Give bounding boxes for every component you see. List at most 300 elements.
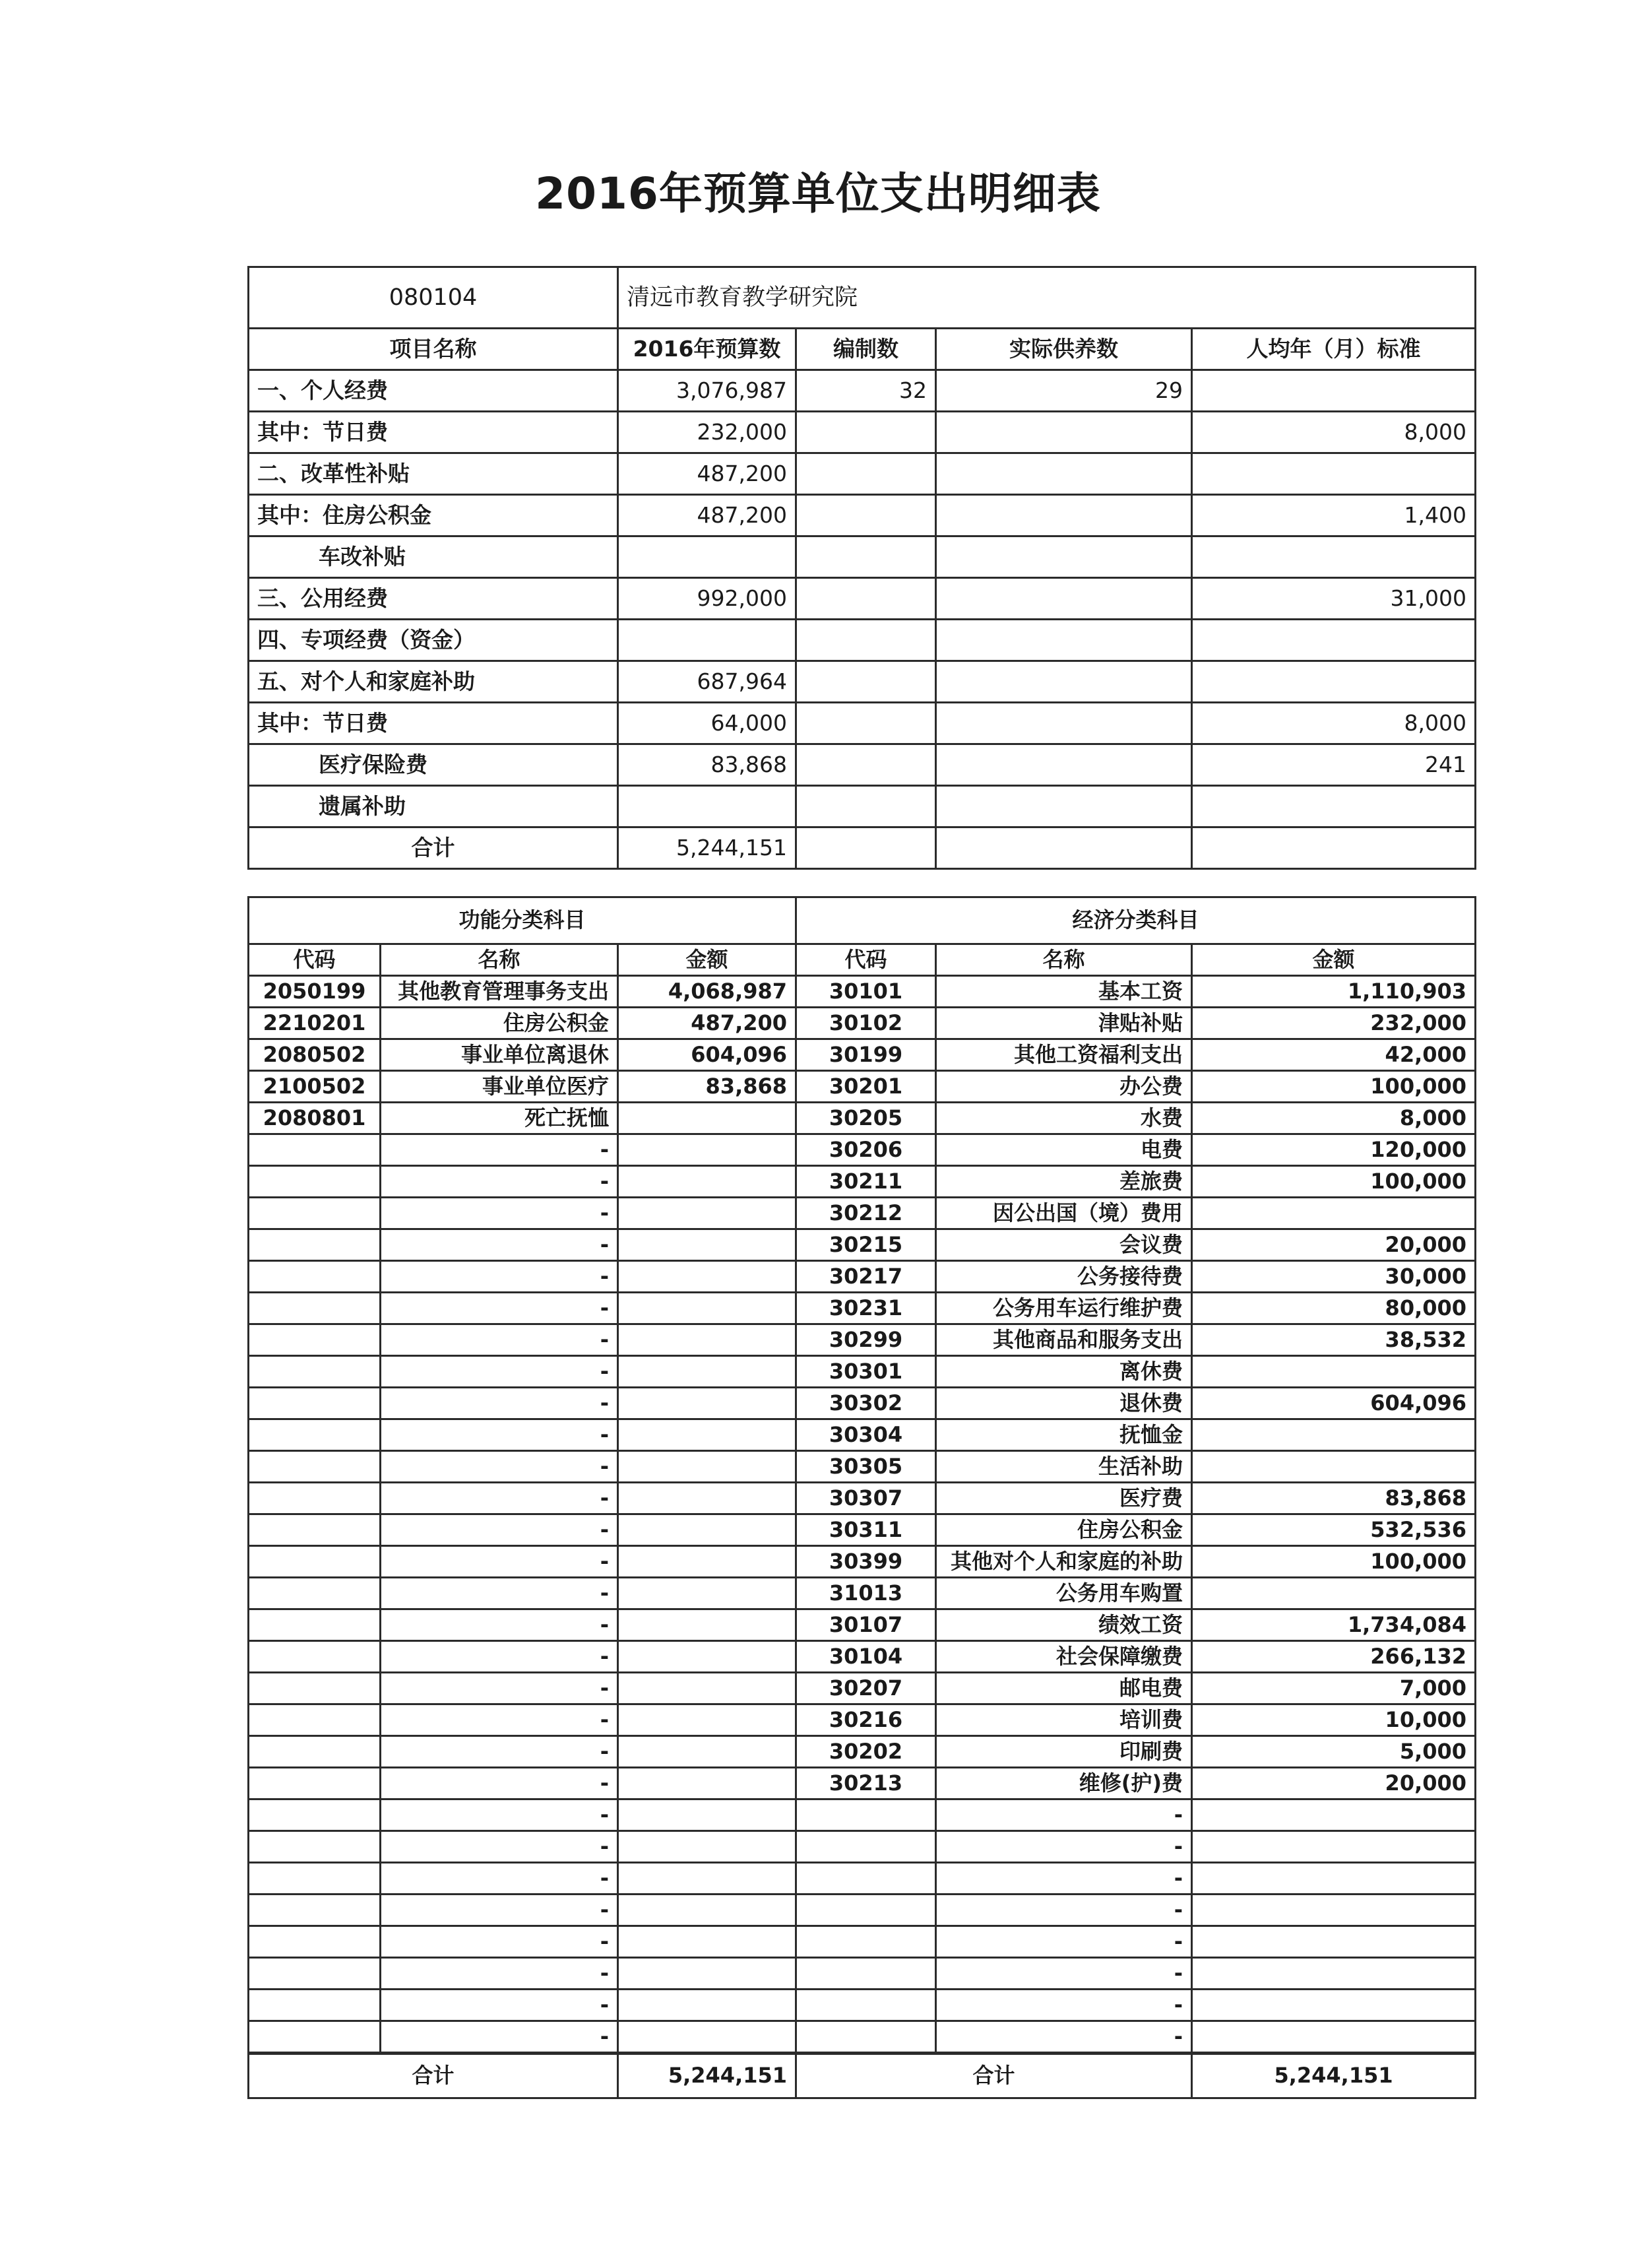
economic-code-cell: 30107 [796,1609,936,1641]
economic-code-cell [796,1799,936,1831]
col-name: 名称 [936,944,1192,976]
classification-table [247,896,1476,2099]
summary-amount-cell [618,786,796,827]
classification-row [249,1736,1476,1768]
summary-actual-cell [936,661,1192,703]
summary-actual-cell [936,536,1192,578]
economic-amount-cell: 42,000 [1192,1039,1476,1071]
functional-amount-cell [618,1293,796,1324]
economic-code-cell: 30302 [796,1388,936,1419]
functional-code-cell [249,1198,381,1229]
economic-name-cell: 邮电费 [936,1673,1192,1704]
functional-name-cell: - [381,1704,618,1736]
functional-code-cell [249,1768,381,1799]
classification-row [249,1863,1476,1895]
classification-row [249,1768,1476,1799]
summary-staff-cell: 32 [796,370,936,412]
functional-amount-cell [618,1483,796,1514]
functional-name-cell: - [381,1609,618,1641]
summary-name-cell: 其中：住房公积金 [249,495,618,536]
functional-code-cell [249,1514,381,1546]
economic-amount-cell: 8,000 [1192,1103,1476,1134]
functional-name-cell: 住房公积金 [381,1008,618,1039]
economic-code-cell: 30212 [796,1198,936,1229]
economic-amount-cell: 1,110,903 [1192,976,1476,1008]
economic-amount-cell: 30,000 [1192,1261,1476,1293]
economic-code-cell: 30101 [796,976,936,1008]
classification-row [249,1356,1476,1388]
functional-code-cell [249,1166,381,1198]
classification-row [249,1926,1476,1958]
economic-amount-cell: 5,000 [1192,1736,1476,1768]
functional-code-cell [249,1736,381,1768]
summary-staff-cell [796,536,936,578]
functional-amount-cell [618,1514,796,1546]
functional-amount-cell [618,1990,796,2021]
classification-row [249,1609,1476,1641]
summary-staff-cell [796,453,936,495]
summary-row [249,786,1476,827]
summary-row [249,827,1476,869]
economic-code-cell: 30201 [796,1071,936,1103]
economic-code-cell: 30202 [796,1736,936,1768]
functional-amount-cell [618,1546,796,1578]
economic-code-cell: 30199 [796,1039,936,1071]
economic-name-cell: - [936,2021,1192,2054]
functional-name-cell: 事业单位医疗 [381,1071,618,1103]
economic-name-cell: 离休费 [936,1356,1192,1388]
economic-name-cell: - [936,1831,1192,1863]
classification-total-row [249,2054,1476,2098]
functional-code-cell [249,1990,381,2021]
functional-amount-cell [618,1958,796,1990]
functional-amount-cell [618,1103,796,1134]
summary-actual-cell [936,827,1192,869]
col-name: 名称 [381,944,618,976]
economic-name-cell: 其他工资福利支出 [936,1039,1192,1071]
summary-name-cell: 三、公用经费 [249,578,618,620]
classification-row [249,1293,1476,1324]
summary-staff-cell [796,703,936,744]
functional-code-cell [249,1831,381,1863]
functional-code-cell [249,1261,381,1293]
functional-name-cell: - [381,1958,618,1990]
functional-code-cell [249,1926,381,1958]
economic-code-cell: 30299 [796,1324,936,1356]
economic-code-cell: 30305 [796,1451,936,1483]
economic-code-cell: 30311 [796,1514,936,1546]
economic-amount-cell: 7,000 [1192,1673,1476,1704]
classification-row [249,1799,1476,1831]
functional-name-cell: - [381,1799,618,1831]
economic-amount-cell: 20,000 [1192,1768,1476,1799]
classification-row [249,1071,1476,1103]
economic-code-cell [796,1863,936,1895]
economic-name-cell: 社会保障缴费 [936,1641,1192,1673]
functional-amount-cell [618,1419,796,1451]
functional-name-cell: - [381,1324,618,1356]
summary-amount-cell [618,620,796,661]
summary-row [249,536,1476,578]
classification-row [249,2021,1476,2054]
summary-amount-cell [618,536,796,578]
functional-code-cell [249,1356,381,1388]
economic-name-cell: 印刷费 [936,1736,1192,1768]
economic-name-cell: - [936,1799,1192,1831]
functional-name-cell: - [381,1483,618,1514]
economic-name-cell: 公务接待费 [936,1261,1192,1293]
classification-row [249,1958,1476,1990]
functional-name-cell: - [381,1451,618,1483]
summary-table [247,266,1476,870]
summary-staff-cell [796,744,936,786]
economic-name-cell: 电费 [936,1134,1192,1166]
functional-amount-cell [618,1863,796,1895]
classification-row [249,1546,1476,1578]
unit-code: 080104 [249,267,618,329]
summary-staff-cell [796,412,936,453]
economic-name-cell: 津贴补贴 [936,1008,1192,1039]
economic-name-cell: 因公出国（境）费用 [936,1198,1192,1229]
classification-row [249,1103,1476,1134]
economic-name-cell: 培训费 [936,1704,1192,1736]
summary-std-cell [1192,661,1476,703]
functional-amount-cell [618,1324,796,1356]
summary-actual-cell [936,744,1192,786]
summary-header-cell: 人均年（月）标准 [1192,329,1476,370]
functional-code-cell [249,1451,381,1483]
economic-name-cell: 基本工资 [936,976,1192,1008]
summary-staff-cell [796,495,936,536]
functional-amount-cell: 4,068,987 [618,976,796,1008]
summary-header-cell: 2016年预算数 [618,329,796,370]
summary-row [249,412,1476,453]
economic-amount-cell: 80,000 [1192,1293,1476,1324]
functional-name-cell: - [381,1895,618,1926]
functional-name-cell: - [381,1736,618,1768]
col-code: 代码 [249,944,381,976]
functional-amount-cell [618,1166,796,1198]
summary-name-cell: 车改补贴 [249,536,618,578]
summary-std-cell [1192,827,1476,869]
functional-code-cell: 2100502 [249,1071,381,1103]
functional-name-cell: - [381,1546,618,1578]
economic-code-cell [796,1990,936,2021]
functional-amount-cell [618,1641,796,1673]
economic-amount-cell: 38,532 [1192,1324,1476,1356]
economic-code-cell [796,1831,936,1863]
functional-amount-cell [618,1198,796,1229]
col-code: 代码 [796,944,936,976]
summary-name-cell: 一、个人经费 [249,370,618,412]
summary-staff-cell [796,827,936,869]
economic-name-cell: 住房公积金 [936,1514,1192,1546]
economic-name-cell: - [936,1926,1192,1958]
economic-code-cell: 30211 [796,1166,936,1198]
economic-amount-cell [1192,1419,1476,1451]
economic-code-cell [796,2021,936,2054]
summary-name-cell: 二、改革性补贴 [249,453,618,495]
economic-name-cell: 办公费 [936,1071,1192,1103]
functional-name-cell: - [381,1926,618,1958]
economic-name-cell: 公务用车运行维护费 [936,1293,1192,1324]
functional-name-cell: - [381,1514,618,1546]
functional-code-cell [249,1546,381,1578]
economic-name-cell: - [936,1895,1192,1926]
functional-amount-cell [618,1451,796,1483]
functional-amount-cell: 83,868 [618,1071,796,1103]
functional-section-title: 功能分类科目 [249,897,796,944]
functional-name-cell: - [381,1229,618,1261]
economic-code-cell: 30215 [796,1229,936,1261]
functional-amount-cell [618,1388,796,1419]
classification-row [249,976,1476,1008]
summary-name-cell: 五、对个人和家庭补助 [249,661,618,703]
economic-amount-cell: 1,734,084 [1192,1609,1476,1641]
column-header-row [249,944,1476,976]
summary-actual-cell: 29 [936,370,1192,412]
classification-row [249,1166,1476,1198]
summary-row [249,370,1476,412]
functional-code-cell [249,1578,381,1609]
summary-amount-cell: 992,000 [618,578,796,620]
unit-name: 清远市教育教学研究院 [618,267,1476,329]
functional-name-cell: - [381,1863,618,1895]
functional-name-cell: - [381,1641,618,1673]
economic-total-label: 合计 [796,2054,1192,2098]
economic-code-cell: 30217 [796,1261,936,1293]
economic-amount-cell: 83,868 [1192,1483,1476,1514]
classification-row [249,1514,1476,1546]
summary-staff-cell [796,661,936,703]
economic-code-cell: 30304 [796,1419,936,1451]
economic-code-cell: 30207 [796,1673,936,1704]
classification-row [249,1831,1476,1863]
summary-header-cell: 编制数 [796,329,936,370]
economic-code-cell: 31013 [796,1578,936,1609]
summary-amount-cell: 5,244,151 [618,827,796,869]
functional-code-cell [249,1483,381,1514]
economic-amount-cell [1192,1799,1476,1831]
functional-amount-cell [618,1704,796,1736]
classification-row [249,1008,1476,1039]
functional-code-cell [249,1799,381,1831]
functional-code-cell: 2210201 [249,1008,381,1039]
functional-name-cell: - [381,1134,618,1166]
functional-code-cell: 2050199 [249,976,381,1008]
summary-actual-cell [936,578,1192,620]
summary-actual-cell [936,620,1192,661]
summary-amount-cell: 64,000 [618,703,796,744]
functional-name-cell: - [381,1261,618,1293]
classification-row [249,1578,1476,1609]
economic-amount-cell: 100,000 [1192,1546,1476,1578]
summary-amount-cell: 83,868 [618,744,796,786]
economic-total-amount: 5,244,151 [1192,2054,1476,2098]
economic-code-cell: 30102 [796,1008,936,1039]
functional-name-cell: - [381,1831,618,1863]
economic-code-cell [796,1895,936,1926]
functional-amount-cell [618,1895,796,1926]
functional-code-cell [249,1388,381,1419]
economic-code-cell [796,1958,936,1990]
economic-code-cell: 30205 [796,1103,936,1134]
functional-code-cell [249,1641,381,1673]
economic-amount-cell [1192,1990,1476,2021]
economic-code-cell [796,1926,936,1958]
economic-amount-cell [1192,1863,1476,1895]
economic-amount-cell: 120,000 [1192,1134,1476,1166]
economic-amount-cell [1192,1451,1476,1483]
functional-name-cell: - [381,1578,618,1609]
economic-name-cell: 医疗费 [936,1483,1192,1514]
functional-name-cell: - [381,1990,618,2021]
economic-amount-cell [1192,1198,1476,1229]
summary-actual-cell [936,786,1192,827]
functional-code-cell [249,2021,381,2054]
economic-amount-cell: 232,000 [1192,1008,1476,1039]
summary-name-cell: 医疗保险费 [249,744,618,786]
summary-actual-cell [936,495,1192,536]
functional-code-cell [249,1958,381,1990]
functional-name-cell: - [381,1673,618,1704]
economic-name-cell: 退休费 [936,1388,1192,1419]
economic-name-cell: - [936,1958,1192,1990]
functional-code-cell [249,1134,381,1166]
economic-name-cell: 维修(护)费 [936,1768,1192,1799]
functional-name-cell: - [381,1166,618,1198]
summary-staff-cell [796,786,936,827]
functional-code-cell [249,1704,381,1736]
functional-code-cell [249,1895,381,1926]
economic-code-cell: 30301 [796,1356,936,1388]
economic-name-cell: 绩效工资 [936,1609,1192,1641]
functional-amount-cell: 487,200 [618,1008,796,1039]
functional-amount-cell [618,1736,796,1768]
functional-amount-cell [618,1609,796,1641]
functional-name-cell: 死亡抚恤 [381,1103,618,1134]
functional-code-cell: 2080801 [249,1103,381,1134]
summary-name-cell: 其中：节日费 [249,703,618,744]
economic-name-cell: 抚恤金 [936,1419,1192,1451]
economic-code-cell: 30231 [796,1293,936,1324]
classification-row [249,1261,1476,1293]
economic-name-cell: 生活补助 [936,1451,1192,1483]
summary-staff-cell [796,578,936,620]
summary-amount-cell: 3,076,987 [618,370,796,412]
col-amount: 金额 [1192,944,1476,976]
classification-row [249,1324,1476,1356]
economic-code-cell: 30206 [796,1134,936,1166]
functional-amount-cell [618,1134,796,1166]
functional-name-cell: - [381,1388,618,1419]
economic-amount-cell: 10,000 [1192,1704,1476,1736]
functional-name-cell: - [381,2021,618,2054]
classification-row [249,1134,1476,1166]
economic-name-cell: 公务用车购置 [936,1578,1192,1609]
functional-name-cell: - [381,1198,618,1229]
economic-name-cell: 其他对个人和家庭的补助 [936,1546,1192,1578]
economic-section-title: 经济分类科目 [796,897,1476,944]
summary-name-cell: 其中：节日费 [249,412,618,453]
classification-row [249,1483,1476,1514]
col-amount: 金额 [618,944,796,976]
summary-std-cell [1192,786,1476,827]
economic-code-cell: 30307 [796,1483,936,1514]
economic-name-cell: - [936,1990,1192,2021]
functional-amount-cell: 604,096 [618,1039,796,1071]
summary-name-cell: 遗属补助 [249,786,618,827]
summary-staff-cell [796,620,936,661]
classification-row [249,1673,1476,1704]
summary-row [249,620,1476,661]
classification-row [249,1229,1476,1261]
summary-amount-cell: 487,200 [618,453,796,495]
economic-amount-cell: 266,132 [1192,1641,1476,1673]
classification-row [249,1198,1476,1229]
functional-name-cell: - [381,1293,618,1324]
summary-row [249,661,1476,703]
economic-amount-cell [1192,1895,1476,1926]
summary-actual-cell [936,453,1192,495]
economic-code-cell: 30213 [796,1768,936,1799]
economic-name-cell: - [936,1863,1192,1895]
summary-std-cell [1192,620,1476,661]
functional-name-cell: - [381,1768,618,1799]
summary-row [249,744,1476,786]
summary-header-cell: 项目名称 [249,329,618,370]
functional-amount-cell [618,1673,796,1704]
economic-amount-cell [1192,1958,1476,1990]
classification-row [249,1039,1476,1071]
summary-row [249,495,1476,536]
functional-name-cell: - [381,1419,618,1451]
section-header-row [249,897,1476,944]
classification-row [249,1388,1476,1419]
functional-name-cell: 其他教育管理事务支出 [381,976,618,1008]
economic-amount-cell: 532,536 [1192,1514,1476,1546]
summary-row [249,703,1476,744]
classification-row [249,1419,1476,1451]
summary-actual-cell [936,703,1192,744]
functional-amount-cell [618,1356,796,1388]
functional-code-cell [249,1673,381,1704]
summary-std-cell: 31,000 [1192,578,1476,620]
functional-code-cell [249,1863,381,1895]
summary-amount-cell: 232,000 [618,412,796,453]
functional-name-cell: - [381,1356,618,1388]
economic-name-cell: 水费 [936,1103,1192,1134]
functional-amount-cell [618,1229,796,1261]
classification-row [249,1895,1476,1926]
summary-amount-cell: 687,964 [618,661,796,703]
summary-std-cell: 8,000 [1192,703,1476,744]
economic-amount-cell: 100,000 [1192,1166,1476,1198]
functional-amount-cell [618,1926,796,1958]
economic-name-cell: 其他商品和服务支出 [936,1324,1192,1356]
economic-name-cell: 差旅费 [936,1166,1192,1198]
classification-row [249,1990,1476,2021]
economic-amount-cell: 20,000 [1192,1229,1476,1261]
summary-header-cell: 实际供养数 [936,329,1192,370]
functional-code-cell [249,1609,381,1641]
functional-code-cell [249,1293,381,1324]
summary-row [249,578,1476,620]
summary-name-cell: 合计 [249,827,618,869]
economic-amount-cell: 604,096 [1192,1388,1476,1419]
summary-std-cell: 8,000 [1192,412,1476,453]
functional-amount-cell [618,1261,796,1293]
